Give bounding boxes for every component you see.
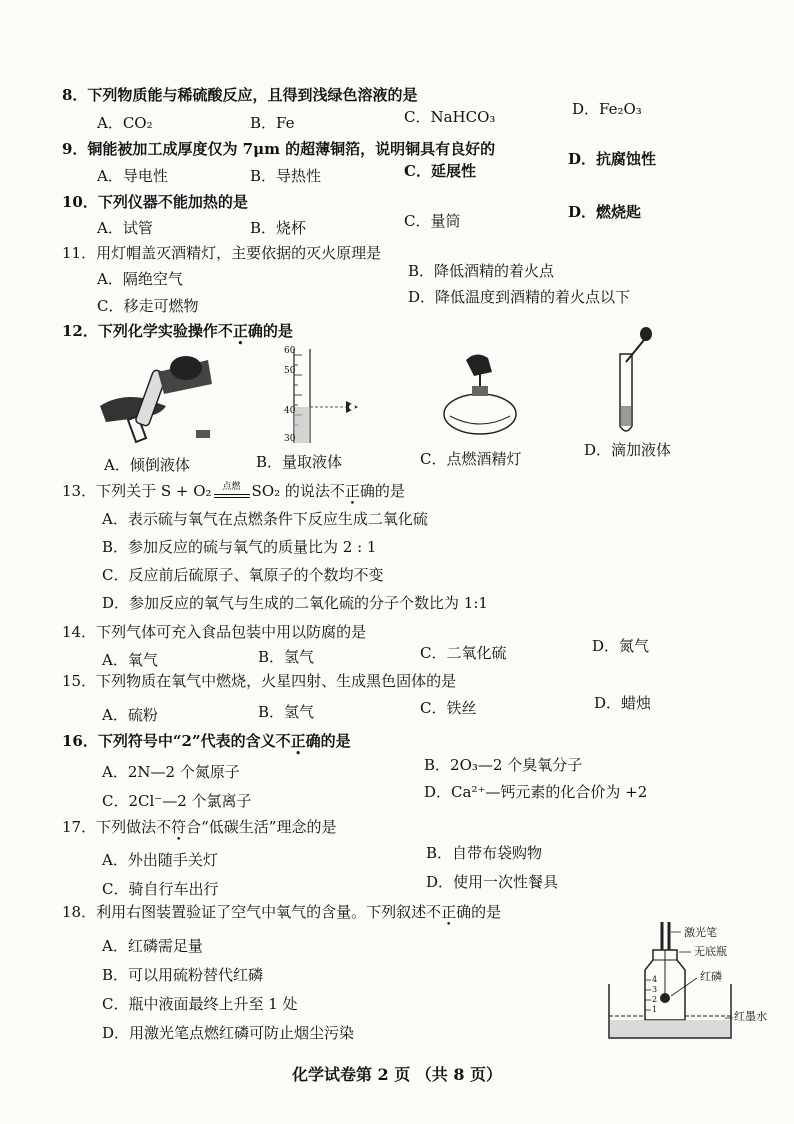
bottomless-bottle-label: 无底瓶 — [694, 945, 727, 958]
mark-2: 2 — [652, 995, 658, 1004]
q16-option-c: C．2Cl⁻—2 个氯离子 — [102, 792, 252, 810]
q15-option-c: C．铁丝 — [420, 699, 477, 717]
q8-option-c: C．NaHCO₃ — [404, 108, 496, 126]
q13-stem — [62, 482, 405, 500]
q18-stem — [62, 903, 501, 921]
q10-option-a: A．试管 — [97, 219, 153, 237]
q12-stem-post: 的是 — [262, 322, 293, 340]
q17-option-a: A．外出随手关灯 — [102, 851, 218, 869]
q11-stem: 11．用灯帽盖灭酒精灯，主要依据的灭火原理是 — [62, 244, 382, 262]
q9-stem: 9．铜能被加工成厚度仅为 7μm 的超薄铜箔，说明铜具有良好的 — [62, 140, 496, 158]
q12-option-a: A．倾倒液体 — [104, 456, 190, 474]
q12-stem — [62, 322, 293, 340]
q12-option-b: B．量取液体 — [256, 453, 343, 471]
q17-stem-emphasis: 不符合 — [156, 818, 202, 836]
q13-stem-emphasis: 不正确 — [329, 482, 375, 500]
q16-stem-post: 的是 — [320, 732, 351, 750]
q13-option-a: A．表示硫与氧气在点燃条件下反应生成二氧化硫 — [102, 510, 428, 528]
q12-option-d: D．滴加液体 — [584, 441, 672, 459]
dropper-test-tube-figure — [612, 326, 662, 438]
q18-option-b: B．可以用硫粉替代红磷 — [102, 966, 264, 984]
q8-option-b: B．Fe — [250, 114, 295, 132]
q17-option-c: C．骑自行车出行 — [102, 880, 219, 898]
q15-stem: 15．下列物质在氧气中燃烧，火星四射、生成黑色固体的是 — [62, 672, 457, 690]
graduated-cylinder-figure — [282, 345, 382, 445]
q9-option-c: C．延展性 — [404, 162, 476, 180]
q17-stem — [62, 818, 336, 836]
q14-stem: 14．下列气体可充入食品包装中用以防腐的是 — [62, 623, 367, 641]
q13-option-c: C．反应前后硫原子、氧原子的个数均不变 — [102, 566, 384, 584]
q9-option-a: A．导电性 — [97, 167, 168, 185]
q13-reaction-condition — [214, 482, 250, 498]
q16-stem-pre: 16．下列符号中“2”代表的含义 — [62, 732, 276, 750]
q16-option-a: A．2N—2 个氮原子 — [102, 763, 240, 781]
q11-option-c: C．移走可燃物 — [97, 297, 199, 315]
q13-option-d: D．参加反应的氧气与生成的二氧化硫的分子个数比为 1:1 — [102, 594, 488, 612]
q17-option-b: B．自带布袋购物 — [426, 844, 543, 862]
q8-stem: 8．下列物质能与稀硫酸反应，且得到浅绿色溶液的是 — [62, 86, 418, 104]
cylinder-tick-50: 50 — [284, 366, 296, 376]
red-ink-label: 红墨水 — [734, 1010, 767, 1023]
q16-stem — [62, 732, 351, 750]
q16-stem-emphasis: 不正确 — [275, 732, 321, 750]
q13-stem-post: 的是 — [374, 482, 405, 500]
q8-option-d: D．Fe₂O₃ — [572, 100, 642, 118]
mark-3: 3 — [652, 985, 658, 994]
q18-stem-pre: 18．利用右图装置验证了空气中氧气的含量。下列叙述 — [62, 903, 427, 921]
q12-option-c: C．点燃酒精灯 — [420, 450, 522, 468]
page-footer: 化学试卷第 2 页 （共 8 页） — [291, 1065, 503, 1084]
q11-option-a: A．隔绝空气 — [97, 270, 183, 288]
mark-4: 4 — [652, 975, 658, 984]
q9-option-b: B．导热性 — [250, 167, 322, 185]
q10-stem: 10．下列仪器不能加热的是 — [62, 193, 248, 211]
q14-option-a: A．氧气 — [102, 651, 158, 669]
q18-stem-emphasis: 不正确 — [426, 903, 472, 921]
q18-option-a: A．红磷需足量 — [102, 937, 203, 955]
q18-stem-post: 的是 — [471, 903, 502, 921]
q14-option-d: D．氮气 — [592, 637, 650, 655]
q15-option-a: A．硫粉 — [102, 706, 158, 724]
q10-option-b: B．烧杯 — [250, 219, 307, 237]
cylinder-tick-30: 30 — [284, 434, 296, 444]
cylinder-tick-60: 60 — [284, 346, 296, 356]
red-phosphorus-label: 红磷 — [700, 970, 722, 983]
cylinder-tick-40: 40 — [284, 406, 296, 416]
q18-option-d: D．用激光笔点燃红磷可防止烟尘污染 — [102, 1024, 355, 1042]
q18-option-c: C．瓶中液面最终上升至 1 处 — [102, 995, 298, 1013]
q15-option-d: D．蜡烛 — [594, 694, 652, 712]
q15-option-b: B．氢气 — [258, 703, 315, 721]
q11-option-b: B．降低酒精的着火点 — [408, 262, 555, 280]
q13-condition-text: 点燃 — [222, 482, 241, 492]
q16-option-d: D．Ca²⁺—钙元素的化合价为 +2 — [424, 783, 648, 801]
q14-option-b: B．氢气 — [258, 648, 315, 666]
alcohol-lamp-figure — [436, 350, 526, 440]
q10-option-c: C．量筒 — [404, 212, 461, 230]
mark-1: 1 — [652, 1005, 658, 1014]
q9-option-d: D．抗腐蚀性 — [568, 150, 657, 168]
q13-stem-mid: SO₂ 的说法 — [251, 482, 330, 500]
q12-stem-pre: 12．下列化学实验操作 — [62, 322, 218, 340]
q17-stem-post: “低碳生活”理念的是 — [201, 818, 337, 836]
q16-option-b: B．2O₃—2 个臭氧分子 — [424, 756, 583, 774]
q13-equals-sign — [214, 494, 250, 498]
q12-stem-emphasis: 不正确 — [217, 322, 263, 340]
q8-option-a: A．CO₂ — [97, 114, 153, 132]
q11-option-d: D．降低温度到酒精的着火点以下 — [408, 288, 631, 306]
pouring-liquid-figure — [98, 350, 228, 450]
q14-option-c: C．二氧化硫 — [420, 644, 507, 662]
laser-pen-label: 激光笔 — [684, 926, 717, 939]
q10-option-d: D．燃烧匙 — [568, 203, 642, 221]
q17-stem-pre: 17．下列做法 — [62, 818, 157, 836]
q13-stem-pre: 13．下列关于 S + O₂ — [62, 482, 212, 500]
q17-option-d: D．使用一次性餐具 — [426, 873, 559, 891]
q13-option-b: B．参加反应的硫与氧气的质量比为 2 : 1 — [102, 538, 377, 556]
